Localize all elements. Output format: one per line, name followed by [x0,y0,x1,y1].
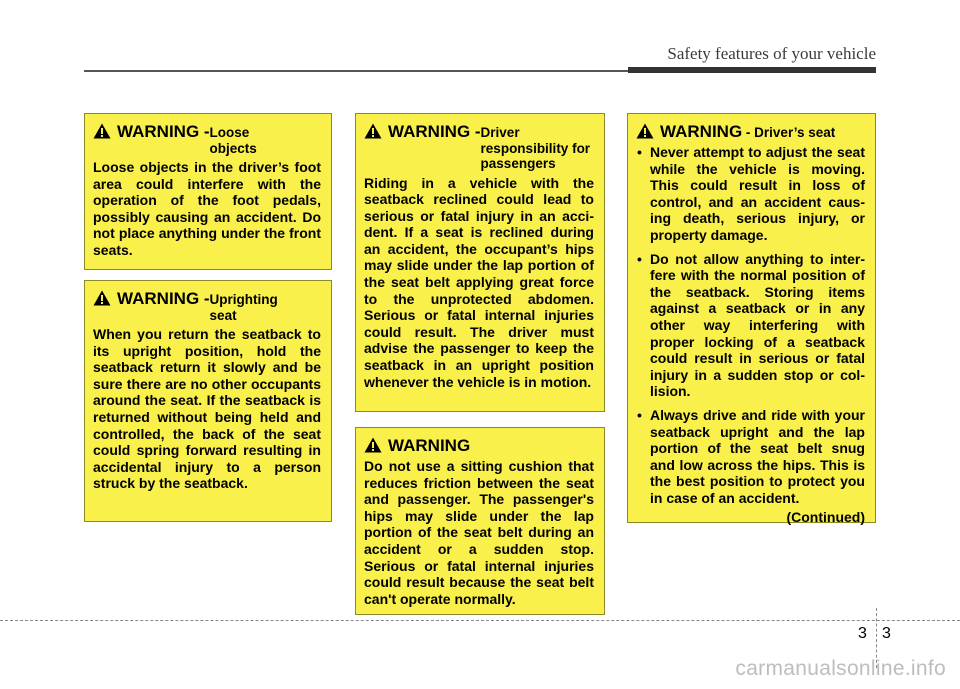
warning-subtitle: Loose objects [209,125,257,156]
warning-triangle-icon [364,123,382,139]
warning-body: When you return the seatback to its upright position, hold the seatback return it slowly and be sure there are no other occupants around the seat. If the seatback is returned without being held and controlled, the back of the seat could spring forward resulting in accidental injury to a person struck by the seatback. [93,326,321,492]
list-item: • Do not allow anything to interfere with the normal position of the seatback. Storing items against a seatback or in any other way interfering with proper locking of a seatback could result in serious or fatal injury in a sudden stop or collision. [636,251,865,400]
warning-triangle-icon [93,123,111,139]
warning-title [364,122,594,172]
page-number: 3 [882,625,891,642]
warning-subtitle: Uprighting seat [209,292,278,323]
watermark: carmanualsonline.info [735,657,946,680]
warning-triangle-icon [636,123,654,139]
footer-rule [0,620,960,621]
warning-triangle-icon [93,290,111,306]
warning-bullet-list [636,144,865,506]
warning-body: Riding in a vehicle with the seatback reclined could lead to serious or fatal injury in an accident. If a seat is reclined during an accident, the occupant’s hips may slide under the lap portion of the seat belt applying great force to the unprotected abdomen. Serious or fatal internal injuries could result. The driver must advise the passenger to keep the seatback in an upright position whenever the vehicle is in motion. [364,174,594,390]
warning-title [93,122,321,156]
warning-word: WARNING - [388,122,481,141]
warning-triangle-icon [364,437,382,453]
warning-body: Loose objects in the driver’s foot area could interfere with the operation of the foot pedals, possibly causing an accident. Do not place anything under the front seats. [93,159,321,258]
section-title: Safety features of your vehicle [667,44,876,63]
continued-label: (Continued) [786,509,865,526]
warning-word: WARNING [388,436,471,455]
warning-body: Do not use a sitting cushion that reduces friction between the seat and passenger. The passenger's hips may slide under the lap portion of the seat belt during an accident or a sudden stop. Serious or fatal internal injuries could result because the seat belt can't operate normally. [364,458,594,607]
header-rule-accent [628,67,876,73]
chapter-number: 3 [858,625,867,642]
warning-loose-objects [84,113,332,270]
warning-word: WARNING [660,122,743,141]
list-item: • Always drive and ride with your seatback upright and the lap portion of the seat belt snug and low across the hips. This is the best position to protect you in case of an accident. [636,407,865,507]
warning-driver-responsibility [355,113,605,412]
warning-title [93,289,321,323]
warning-word: WARNING - [117,289,210,308]
warning-uprighting-seat [84,280,332,522]
warning-subtitle: Driver responsibility for passengers [480,125,591,171]
warning-subtitle: - Driver’s seat [742,125,836,140]
warning-word: WARNING - [117,122,210,141]
list-item: • Never attempt to adjust the seat while the vehicle is moving. This could result in loss of control, and an accident causing death, serious injury, or property damage. [636,144,865,244]
warning-title [636,122,865,141]
warning-drivers-seat [627,113,876,526]
warning-sitting-cushion [355,427,605,615]
warning-title [364,436,594,455]
